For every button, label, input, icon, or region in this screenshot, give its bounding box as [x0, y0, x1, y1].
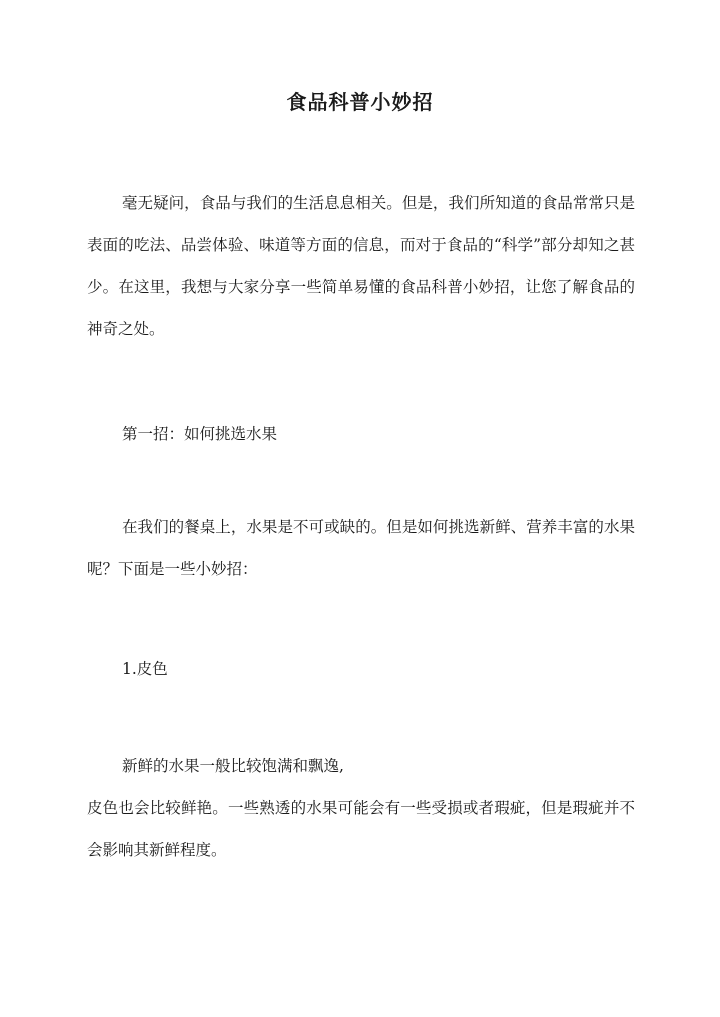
document-title: 食品科普小妙招 [286, 90, 434, 114]
tip-heading: 1.皮色 [122, 660, 168, 678]
section-heading: 第一招：如何挑选水果 [122, 425, 278, 443]
tip-first-line: 新鲜的水果一般比较饱满和飘逸, [122, 757, 344, 775]
section-intro-paragraph: 在我们的餐桌上，水果是不可或缺的。但是如何挑选新鲜、营养丰富的水果呢？下面是一些小妙招： [87, 518, 635, 578]
tip-body-paragraph: 皮色也会比较鲜艳。一些熟透的水果可能会有一些受损或者瑕疵，但是瑕疵并不会影响其新鲜程度。 [87, 799, 635, 859]
intro-paragraph: 毫无疑问，食品与我们的生活息息相关。但是，我们所知道的食品常常只是表面的吃法、品尝体验、味道等方面的信息，而对于食品的“科学”部分却知之甚少。在这里，我想与大家分享一些简单易懂的食品科普小妙招，让您了解食品的神奇之处。 [87, 194, 635, 338]
